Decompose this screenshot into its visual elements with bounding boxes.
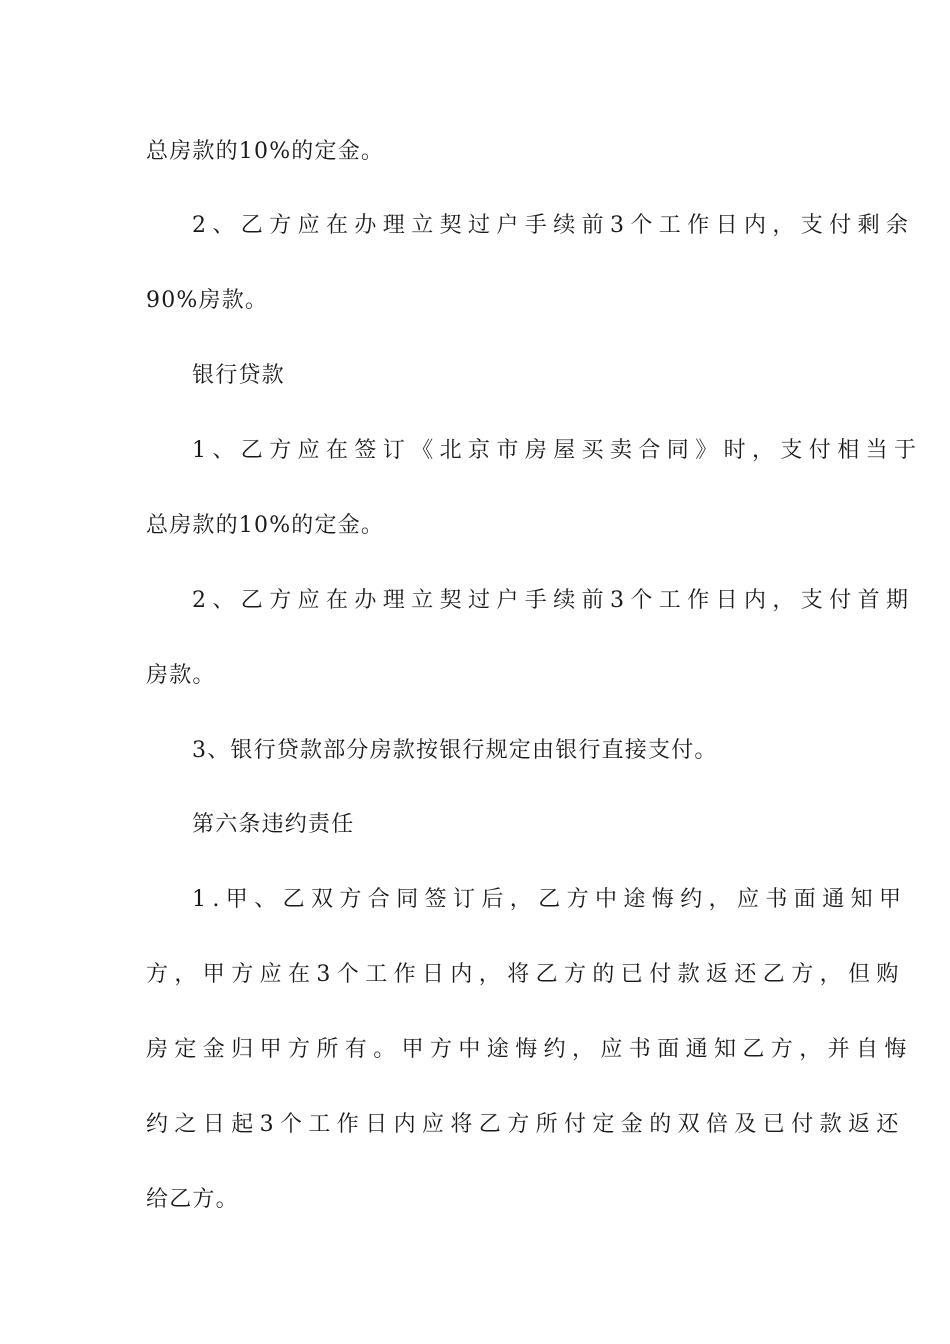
- paragraph-line-8: 房款。: [146, 663, 216, 688]
- paragraph-line-13: 房定金归甲方所有。甲方中途悔约，应书面通知乙方，并自悔: [146, 1037, 913, 1062]
- paragraph-line-3: 90%房款。: [146, 288, 269, 313]
- paragraph-line-14: 约之日起3个工作日内应将乙方所付定金的双倍及已付款返还: [146, 1112, 905, 1137]
- paragraph-line-2: 2、乙方应在办理立契过户手续前3个工作日内，支付剩余: [192, 213, 915, 238]
- paragraph-line-11: 1.甲、乙双方合同签订后，乙方中途悔约，应书面通知甲: [192, 887, 908, 912]
- paragraph-line-15: 给乙方。: [146, 1187, 239, 1212]
- section-heading-article-6: 第六条违约责任: [192, 812, 355, 837]
- section-heading-bank-loan: 银行贷款: [192, 363, 285, 388]
- paragraph-line-9: 3、银行贷款部分房款按银行规定由银行直接支付。: [192, 738, 718, 763]
- paragraph-line-6: 总房款的10%的定金。: [146, 513, 385, 538]
- paragraph-line-12: 方，甲方应在3个工作日内，将乙方的已付款返还乙方，但购: [146, 962, 905, 987]
- paragraph-line-7: 2、乙方应在办理立契过户手续前3个工作日内，支付首期: [192, 588, 915, 613]
- paragraph-line-1: 总房款的10%的定金。: [146, 139, 385, 164]
- paragraph-line-5: 1、乙方应在签订《北京市房屋买卖合同》时，支付相当于: [192, 438, 923, 463]
